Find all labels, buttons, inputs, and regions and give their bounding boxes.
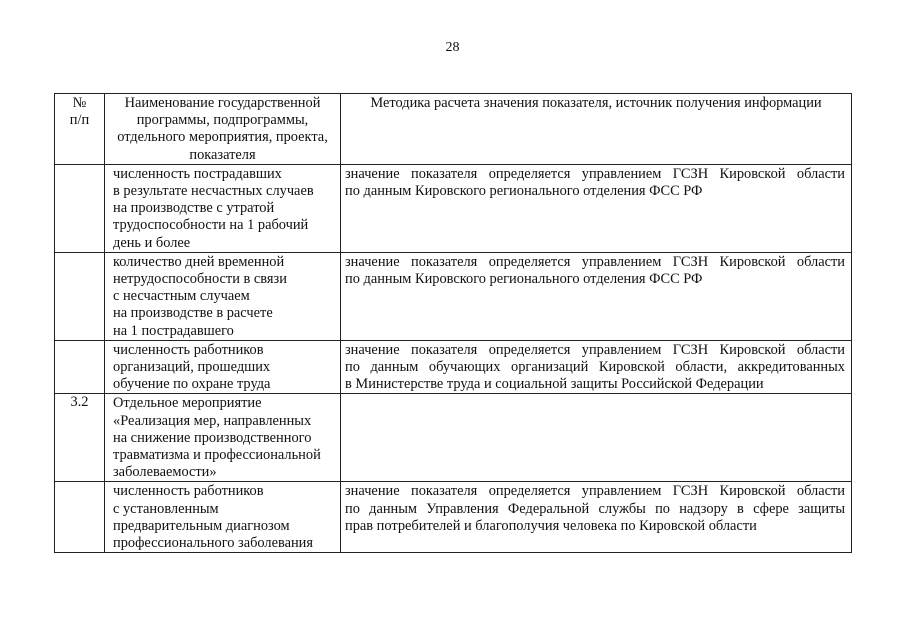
indicator-name — [105, 482, 341, 553]
indicator-name-line: на снижение производственного — [113, 429, 312, 446]
method-line: значение показателя определяется управлением ГСЗН Кировской области — [345, 165, 845, 182]
indicator-name-line: с несчастным случаем — [113, 288, 250, 305]
indicator-name-line: в результате несчастных случаев — [113, 183, 314, 200]
indicator-name-line: численность работников — [113, 341, 264, 358]
indicator-name — [105, 394, 341, 482]
method-line: по данным Кировского регионального отделения ФСС РФ — [345, 271, 703, 288]
indicator-name-line: организаций, прошедших — [113, 359, 271, 376]
table-row — [55, 394, 852, 482]
header-number — [55, 94, 105, 165]
table-header-row — [55, 94, 852, 165]
method-description — [341, 164, 852, 252]
indicator-name-line: профессионального заболевания — [113, 535, 314, 552]
row-number: 3.2 — [55, 394, 105, 482]
indicator-name-line: день и более — [113, 234, 191, 251]
indicator-name-line: обучение по охране труда — [113, 376, 271, 393]
indicator-name-line: численность пострадавших — [113, 165, 282, 182]
method-line: значение показателя определяется управлением ГСЗН Кировской области — [345, 341, 845, 358]
row-number — [55, 164, 105, 252]
method-line: по данным Управления Федеральной службы по надзору в сфере защиты — [345, 500, 845, 517]
indicator-name — [105, 164, 341, 252]
table-row — [55, 164, 852, 252]
method-line: значение показателя определяется управлением ГСЗН Кировской области — [345, 483, 845, 500]
header-name-line: программы, подпрограммы, — [136, 112, 309, 129]
indicator-name-line: трудоспособности на 1 рабочий — [113, 217, 309, 234]
indicator-name — [105, 340, 341, 394]
indicator-name-line: на производстве с утратой — [113, 200, 275, 217]
method-line: прав потребителей и благополучия человека по Кировской области — [345, 517, 757, 534]
method-line: в Министерстве труда и социальной защиты Российской Федерации — [345, 376, 764, 393]
header-number-line: п/п — [69, 112, 90, 129]
method-description — [341, 252, 852, 340]
page-number: 28 — [445, 40, 460, 55]
method-line: значение показателя определяется управлением ГСЗН Кировской области — [345, 253, 845, 270]
indicator-name-line: предварительным диагнозом — [113, 517, 290, 534]
indicator-methodology-table — [54, 93, 852, 553]
indicator-name-line: количество дней временной — [113, 253, 285, 270]
method-description — [341, 482, 852, 553]
table-row — [55, 482, 852, 553]
table-row — [55, 340, 852, 394]
header-name-line: Наименование государственной — [124, 95, 321, 111]
indicator-name — [105, 252, 341, 340]
method-description — [341, 340, 852, 394]
indicator-name-line: травматизма и профессиональной — [113, 447, 321, 464]
row-number — [55, 340, 105, 394]
header-name — [105, 94, 341, 165]
header-method — [341, 94, 852, 165]
indicator-name-line: на 1 пострадавшего — [113, 322, 234, 339]
header-number-line: № — [72, 95, 87, 111]
header-name-line: показателя — [189, 146, 256, 163]
indicator-name-line: на производстве в расчете — [113, 305, 273, 322]
indicator-name-line: численность работников — [113, 483, 264, 500]
indicator-name-line: Отдельное мероприятие — [113, 395, 262, 412]
header-method-text: Методика расчета значения показателя, источник получения информации — [370, 95, 822, 111]
table-row — [55, 252, 852, 340]
indicator-name-line: «Реализация мер, направленных — [113, 412, 312, 429]
header-name-line: отдельного мероприятия, проекта, — [117, 129, 328, 146]
method-description — [341, 394, 852, 482]
row-number — [55, 482, 105, 553]
indicator-name-line: с установленным — [113, 500, 219, 517]
indicator-name-line: заболеваемости» — [113, 464, 217, 481]
indicator-name-line: нетрудоспособности в связи — [113, 271, 287, 288]
method-line: по данным Кировского регионального отделения ФСС РФ — [345, 183, 703, 200]
row-number — [55, 252, 105, 340]
method-line: по данным обучающих организаций Кировской области, аккредитованных — [345, 359, 845, 376]
